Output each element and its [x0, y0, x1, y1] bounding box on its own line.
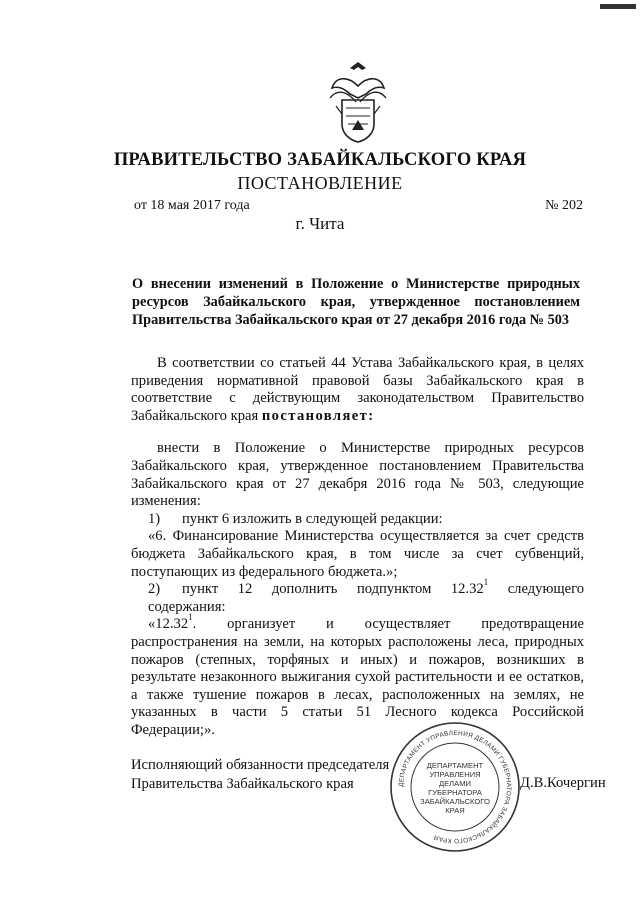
item-2-quote-superscript: 1: [188, 612, 193, 623]
preamble-text: В соответствии со статьей 44 Устава Забайкальского края, в целях приведения нормативной правовой базы Забайкальского края в соответствие с действующим законодательством Правительство Забайкальского края: [131, 355, 584, 424]
stamp-line-5: ЗАБАЙКАЛЬСКОГО: [420, 797, 490, 806]
item-2-quote-text: . организует и осуществляет предотвращение распространения на земли, на которых расположены леса, природных пожаров (степных, торфяных и иных) и пожаров, возникших в результате незаконного выжигания сухой растительности и ее остатков, а также тушение пожаров в лесах, расположенных на землях, не указанных в части 5 статьи 51 Лесного кодекса Российской Федерации;».: [131, 616, 584, 738]
signatory-position-line2: Правительства Забайкальского края: [131, 776, 354, 792]
item-2-text: пункт 12 дополнить подпунктом 12.32: [182, 581, 484, 598]
signatory-name: Д.В.Кочергин: [520, 775, 606, 791]
signatory-position-line1: Исполняющий обязанности председателя: [131, 757, 390, 773]
signatory-position: [131, 756, 389, 794]
item-1: [131, 511, 584, 529]
stamp-line-6: КРАЯ: [445, 806, 465, 815]
item-1-quote: «6. Финансирование Министерства осуществляется за счет средств бюджета Забайкальского края, в том числе за счет субвенций, поступающих из федерального бюджета.»;: [131, 528, 584, 580]
item-2-number: 2): [148, 581, 161, 598]
item-1-text: пункт 6 изложить в следующей редакции:: [182, 510, 443, 527]
item-2-superscript: 1: [483, 577, 489, 588]
government-name: ПРАВИТЕЛЬСТВО ЗАБАЙКАЛЬСКОГО КРАЯ: [113, 150, 527, 170]
stamp-line-4: ГУБЕРНАТОРА: [428, 788, 482, 797]
city: г. Чита: [295, 214, 345, 233]
coat-of-arms-emblem: [326, 58, 390, 146]
official-stamp: [388, 720, 522, 854]
stamp-line-2: УПРАВЛЕНИЯ: [429, 770, 481, 779]
intro-paragraph: внести в Положение о Министерстве природных ресурсов Забайкальского края, утвержденное постановлением Правительства Забайкальского края от 27 декабря 2016 года № 503, следующие изменения:: [131, 440, 584, 510]
corner-mark: [596, 0, 640, 14]
resolves-word: постановляет:: [261, 407, 375, 424]
stamp-line-1: ДЕПАРТАМЕНТ: [426, 761, 484, 770]
stamp-ring-text: ДЕПАРТАМЕНТ УПРАВЛЕНИЯ ДЕЛАМИ ГУБЕРНАТОРА ЗАБАЙКАЛЬСКОГО КРАЯ: [397, 729, 513, 845]
decree-number: № 202: [545, 198, 583, 213]
item-2-text-end: следующего содержания:: [148, 581, 585, 615]
preamble-paragraph: [131, 355, 584, 425]
stamp-line-3: ДЕЛАМИ: [438, 779, 472, 788]
item-2: [131, 577, 585, 616]
item-2-quote-start: «12.32: [148, 616, 189, 633]
document-title: О внесении изменений в Положение о Министерстве природных ресурсов Забайкальского края, утвержденное постановлением Правительства Забайкальского края от 27 декабря 2016 года № 503: [132, 276, 580, 328]
decree-date: от 18 мая 2017 года: [134, 198, 250, 213]
document-type: ПОСТАНОВЛЕНИЕ: [237, 173, 403, 193]
document-body: [131, 355, 584, 739]
item-1-number: 1): [148, 510, 161, 527]
